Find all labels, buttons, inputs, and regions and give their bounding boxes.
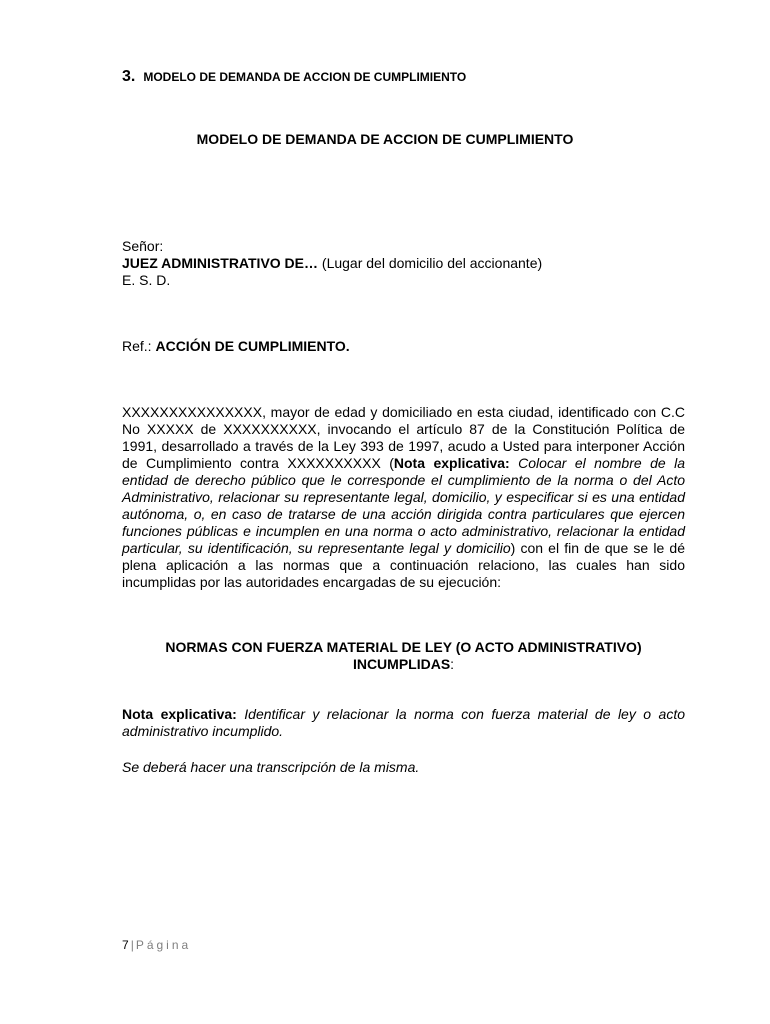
reference-label: Ref.: xyxy=(122,338,156,354)
body-note-text: Colocar el nombre de la entidad de derecho público que le corresponde el cumplimiento de la norma o del Acto Administrativo, relacionar su representante legal, domicilio, y especificar si es una entidad autónoma, o, en caso de tratarse de una acción dirigida contra particulares que ejercen funciones públicas e incumplen en una norma o acto administrativo, relacionar la entidad particular, su identificación, su representante legal y domicilio xyxy=(122,455,686,556)
page-footer xyxy=(122,938,191,952)
norms-heading-word: INCUMPLIDAS xyxy=(352,656,451,672)
section-title: MODELO DE DEMANDA DE ACCION DE CUMPLIMIENTO xyxy=(143,70,467,84)
body-note-label: Nota explicativa: xyxy=(393,455,510,471)
page-number: 7 xyxy=(122,938,129,952)
judge-line xyxy=(122,255,682,272)
body-paragraph xyxy=(122,404,685,591)
reference-line xyxy=(122,338,682,355)
salutation: Señor: xyxy=(122,238,164,254)
judge-title: JUEZ ADMINISTRATIVO DE… xyxy=(122,255,319,271)
norms-heading-colon: : xyxy=(450,656,455,672)
body-outro: ) con el fin de que se le dé plena aplicación a las normas que a continuación relaciono, las cuales han sido incumplidas por las autoridades encargadas de su ejecución: xyxy=(122,540,685,590)
section-heading xyxy=(122,68,466,86)
section-number: 3. xyxy=(122,68,136,85)
judge-note: (Lugar del domicilio del accionante) xyxy=(318,255,543,271)
footer-separator: | xyxy=(130,938,134,952)
page-label: Página xyxy=(135,938,192,952)
transcription-text: Se deberá hacer una transcripción de la misma. xyxy=(122,759,420,775)
reference-value: ACCIÓN DE CUMPLIMIENTO. xyxy=(155,338,350,354)
note-paragraph xyxy=(122,706,685,740)
esd-line: E. S. D. xyxy=(122,272,171,288)
transcription-note xyxy=(122,759,685,776)
norms-heading-line1: NORMAS CON FUERZA MATERIAL DE LEY (O ACTO ADMINISTRATIVO) xyxy=(165,639,642,655)
body-intro: XXXXXXXXXXXXXXX, mayor de edad y domiciliado en esta ciudad, identificado con C.C No XXXXX de XXXXXXXXXX, invocando el artículo 87 de la Constitución Política de 1991, desarrollado a través de la Ley 393 de 1997, acudo a Usted para interponer Acción de Cumplimiento contra XXXXXXXXXX ( xyxy=(122,404,685,471)
addressee-block xyxy=(122,238,682,289)
document-title: MODELO DE DEMANDA DE ACCION DE CUMPLIMIENTO xyxy=(196,131,574,147)
norms-heading-line2 xyxy=(122,656,685,673)
note-text: Identificar y relacionar la norma con fuerza material de ley o acto administrativo incumplido. xyxy=(122,706,685,739)
note-label: Nota explicativa: xyxy=(122,706,237,722)
norms-heading xyxy=(122,639,685,673)
